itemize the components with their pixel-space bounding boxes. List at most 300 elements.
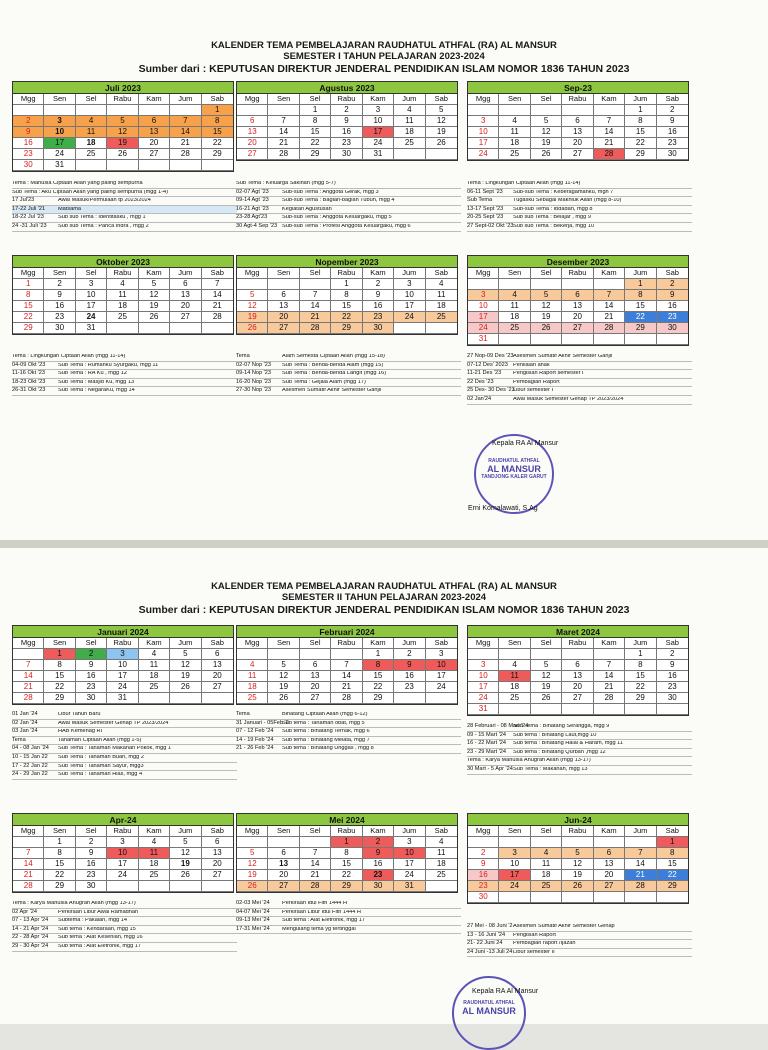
theme-notes xyxy=(12,711,237,780)
empty-cell xyxy=(562,837,593,848)
weekday-header: Kam xyxy=(363,94,394,105)
empty-cell xyxy=(594,334,625,345)
day-cell: 31 xyxy=(76,323,107,334)
weekday-header: Kam xyxy=(594,638,625,649)
month-title: Desember 2023 xyxy=(468,256,688,268)
day-cell: 20 xyxy=(300,682,331,693)
day-cell: 9 xyxy=(76,660,107,671)
day-cell: 15 xyxy=(44,859,75,870)
day-cell: 3 xyxy=(394,279,425,290)
day-cell: 18 xyxy=(531,870,562,881)
day-cell: 21 xyxy=(170,138,201,149)
note-row xyxy=(236,223,461,232)
day-cell: 14 xyxy=(300,301,331,312)
day-cell: 18 xyxy=(76,138,107,149)
weekday-header: Sel xyxy=(76,638,107,649)
day-cell: 27 xyxy=(139,149,170,160)
day-cell: 15 xyxy=(300,127,331,138)
empty-cell xyxy=(107,105,138,116)
day-cell: 22 xyxy=(625,312,656,323)
month-grid xyxy=(468,94,688,160)
weekday-header: Sab xyxy=(202,826,233,837)
day-cell: 7 xyxy=(202,279,233,290)
day-cell: 12 xyxy=(531,301,562,312)
day-cell: 24 xyxy=(44,149,75,160)
day-cell: 23 xyxy=(76,682,107,693)
day-cell: 13 xyxy=(268,859,299,870)
day-cell: 23 xyxy=(657,682,688,693)
empty-cell xyxy=(531,334,562,345)
month-title: Nopember 2023 xyxy=(237,256,457,268)
empty-cell xyxy=(594,704,625,715)
empty-cell xyxy=(237,105,268,116)
page-divider xyxy=(0,540,768,548)
day-cell: 18 xyxy=(139,859,170,870)
weekday-header: Mgg xyxy=(13,94,44,105)
day-cell: 13 xyxy=(202,848,233,859)
day-cell: 11 xyxy=(499,127,530,138)
note-row xyxy=(467,749,692,758)
day-cell: 9 xyxy=(13,127,44,138)
note-text: Pengisian Raport semester I xyxy=(513,371,584,377)
day-cell: 10 xyxy=(44,127,75,138)
day-cell: 24 xyxy=(468,693,499,704)
day-cell: 8 xyxy=(331,848,362,859)
day-cell: 20 xyxy=(202,859,233,870)
note-row xyxy=(236,728,461,737)
day-cell: 11 xyxy=(76,127,107,138)
day-cell: 13 xyxy=(562,301,593,312)
day-cell: 13 xyxy=(268,301,299,312)
day-cell: 17 xyxy=(468,312,499,323)
day-cell: 29 xyxy=(657,881,688,892)
weekday-header: Sel xyxy=(531,94,562,105)
note-text: Sub-sub Tema : Anggota Gerak, mgg 3 xyxy=(282,189,379,195)
empty-cell xyxy=(170,105,201,116)
day-cell: 3 xyxy=(468,290,499,301)
day-cell: 11 xyxy=(237,671,268,682)
day-cell: 24 xyxy=(468,149,499,160)
empty-cell xyxy=(237,837,268,848)
day-cell: 25 xyxy=(499,323,530,334)
note-text: Sub tema : Binatang Qurban ,mgg 12 xyxy=(513,749,606,755)
note-row xyxy=(467,189,692,198)
note-row xyxy=(236,917,461,926)
day-cell: 27 xyxy=(562,693,593,704)
day-cell: 14 xyxy=(331,671,362,682)
theme-notes xyxy=(12,180,237,232)
note-date: 31 Januari - 05Feb '2 xyxy=(236,719,289,726)
note-text: Kegiatan Agustusan xyxy=(282,206,332,212)
day-cell: 6 xyxy=(202,837,233,848)
day-cell: 24 xyxy=(394,870,425,881)
empty-cell xyxy=(499,105,530,116)
day-cell: 17 xyxy=(468,682,499,693)
day-cell: 12 xyxy=(531,671,562,682)
note-row xyxy=(236,926,461,935)
note-row xyxy=(12,189,237,198)
empty-cell xyxy=(170,160,201,171)
day-cell: 12 xyxy=(107,127,138,138)
day-cell: 27 xyxy=(268,881,299,892)
empty-cell xyxy=(13,649,44,660)
note-text: Tema : Manusia Ciptaan Allah yang paling sempurna xyxy=(12,181,143,186)
note-text: Sub Tema : RA Ku , mgg 12 xyxy=(58,371,127,377)
day-cell: 31 xyxy=(363,149,394,160)
signature-role: Kepala RA Al Mansur xyxy=(492,440,559,447)
empty-cell xyxy=(625,837,656,848)
note-row xyxy=(12,771,237,780)
day-cell: 8 xyxy=(331,290,362,301)
day-cell: 29 xyxy=(44,881,75,892)
day-cell: 20 xyxy=(139,138,170,149)
note-row xyxy=(467,723,692,732)
note-row xyxy=(236,206,461,215)
day-cell: 23 xyxy=(331,138,362,149)
weekday-header: Rabu xyxy=(331,268,362,279)
day-cell: 25 xyxy=(76,149,107,160)
weekday-header: Mgg xyxy=(468,638,499,649)
weekday-header: Sen xyxy=(268,268,299,279)
note-date: 10 - 15 Jan 22 xyxy=(12,753,48,760)
day-cell: 21 xyxy=(594,682,625,693)
empty-cell xyxy=(202,160,233,171)
empty-cell xyxy=(594,892,625,903)
empty-cell xyxy=(499,279,530,290)
note-date: 24 Juni -13 Juli 24 xyxy=(467,948,513,955)
day-cell: 22 xyxy=(625,138,656,149)
month-calendar xyxy=(467,255,689,346)
note-row xyxy=(467,740,692,749)
day-cell: 12 xyxy=(268,671,299,682)
day-cell: 28 xyxy=(300,323,331,334)
empty-cell xyxy=(268,105,299,116)
weekday-header: Sab xyxy=(202,94,233,105)
note-row xyxy=(467,732,692,741)
empty-cell xyxy=(426,881,457,892)
note-date: 09-13 Mei '24 xyxy=(236,917,270,924)
note-date: 02 Jan'24 xyxy=(467,395,492,402)
day-cell: 21 xyxy=(300,312,331,323)
day-cell: 14 xyxy=(13,859,44,870)
day-cell: 21 xyxy=(625,870,656,881)
empty-cell xyxy=(300,837,331,848)
empty-cell xyxy=(76,160,107,171)
empty-cell xyxy=(44,105,75,116)
day-cell: 13 xyxy=(300,671,331,682)
note-text: Libur semester II xyxy=(513,949,555,955)
weekday-header: Rabu xyxy=(107,638,138,649)
day-cell: 21 xyxy=(202,301,233,312)
day-cell: 16 xyxy=(363,859,394,870)
day-cell: 17 xyxy=(76,301,107,312)
empty-cell xyxy=(562,704,593,715)
note-row xyxy=(12,223,237,232)
day-cell: 19 xyxy=(237,870,268,881)
note-text: Sub Tema : Benda-benda Langit (mgg 16) xyxy=(282,371,387,377)
day-cell: 4 xyxy=(499,290,530,301)
day-cell: 22 xyxy=(202,138,233,149)
empty-cell xyxy=(139,323,170,334)
day-cell: 29 xyxy=(331,323,362,334)
day-cell: 26 xyxy=(531,693,562,704)
note-row xyxy=(236,370,461,379)
day-cell: 26 xyxy=(237,881,268,892)
weekday-header: Sel xyxy=(300,268,331,279)
day-cell: 19 xyxy=(237,312,268,323)
day-cell: 20 xyxy=(268,312,299,323)
day-cell: 17 xyxy=(107,859,138,870)
weekday-header: Sen xyxy=(44,268,75,279)
day-cell: 13 xyxy=(594,859,625,870)
note-text: Sub tema : Kendaraan, mgg 15 xyxy=(58,926,136,932)
day-cell: 23 xyxy=(363,312,394,323)
day-cell: 27 xyxy=(562,149,593,160)
empty-cell xyxy=(268,837,299,848)
note-text: Awal Masuk Semester Genap TP 2023/2024 xyxy=(58,720,169,726)
note-date: 26-31 Okt '23 xyxy=(12,387,46,394)
note-date: 03 Jan '24 xyxy=(12,728,38,735)
note-date: 02 Jan '24 xyxy=(12,719,38,726)
weekday-header: Rabu xyxy=(107,268,138,279)
month-title: Februari 2024 xyxy=(237,626,457,638)
note-row xyxy=(467,923,692,932)
weekday-header: Jum xyxy=(170,94,201,105)
weekday-header: Sen xyxy=(268,638,299,649)
note-date: Tema xyxy=(236,353,250,359)
day-cell: 30 xyxy=(76,881,107,892)
month-grid xyxy=(13,638,233,704)
note-row xyxy=(467,379,692,388)
day-cell: 3 xyxy=(426,649,457,660)
empty-cell xyxy=(426,693,457,704)
note-date: 18-22 Jul '23 xyxy=(12,214,44,221)
day-cell: 19 xyxy=(170,671,201,682)
day-cell: 22 xyxy=(625,682,656,693)
day-cell: 26 xyxy=(426,138,457,149)
empty-cell xyxy=(499,837,530,848)
empty-cell xyxy=(562,649,593,660)
day-cell: 1 xyxy=(202,105,233,116)
note-row xyxy=(12,206,237,215)
note-row xyxy=(467,949,692,958)
note-row xyxy=(467,223,692,232)
day-cell: 14 xyxy=(594,301,625,312)
note-date: 14 - 21 Apr '24 xyxy=(12,925,49,932)
empty-cell xyxy=(170,693,201,704)
note-row xyxy=(467,396,692,405)
month-title: Januari 2024 xyxy=(13,626,233,638)
note-date: 09-14 Nop '23 xyxy=(236,370,271,377)
day-cell: 1 xyxy=(44,837,75,848)
weekday-header: Sab xyxy=(657,826,688,837)
page-title: KALENDER TEMA PEMBELAJARAN RAUDHATUL ATHFAL (RA) AL MANSUR xyxy=(211,581,557,592)
day-cell: 17 xyxy=(363,127,394,138)
empty-cell xyxy=(562,892,593,903)
note-text: Alam Semesta Ciptaan Allah (mgg 15-18) xyxy=(282,354,385,359)
weekday-header: Jum xyxy=(394,826,425,837)
day-cell: 3 xyxy=(107,649,138,660)
empty-cell xyxy=(531,649,562,660)
theme-notes xyxy=(236,353,461,396)
note-date: 14 - 19 Feb '24 xyxy=(236,736,274,743)
empty-cell xyxy=(594,105,625,116)
note-text: Sub tema : Binatang Unggas , mgg 8 xyxy=(282,746,374,752)
weekday-header: Sel xyxy=(531,826,562,837)
day-cell: 19 xyxy=(107,138,138,149)
day-cell: 12 xyxy=(562,859,593,870)
day-cell: 5 xyxy=(107,116,138,127)
day-cell: 25 xyxy=(499,149,530,160)
empty-cell xyxy=(237,279,268,290)
note-date: 24 -31 Juli '23 xyxy=(12,222,47,229)
day-cell: 29 xyxy=(625,149,656,160)
day-cell: 26 xyxy=(170,870,201,881)
day-cell: 12 xyxy=(139,290,170,301)
day-cell: 8 xyxy=(13,290,44,301)
note-row xyxy=(236,720,461,729)
day-cell: 26 xyxy=(170,682,201,693)
month-calendar xyxy=(236,81,458,161)
weekday-header: Kam xyxy=(139,826,170,837)
note-date: 07-12 Des' 2023 xyxy=(467,361,508,368)
day-cell: 15 xyxy=(202,127,233,138)
day-cell: 14 xyxy=(300,859,331,870)
weekday-header: Sen xyxy=(499,826,530,837)
weekday-header: Jum xyxy=(394,638,425,649)
source-line: Sumber dari : KEPUTUSAN DIREKTUR JENDERAL PENDIDIKAN ISLAM NOMOR 1836 TAHUN 2023 xyxy=(138,604,630,616)
empty-cell xyxy=(107,160,138,171)
day-cell: 8 xyxy=(300,116,331,127)
day-cell: 19 xyxy=(139,301,170,312)
note-text: Tema : Lingkungan Ciptaan Allah (mgg 11-14) xyxy=(467,181,581,186)
day-cell: 7 xyxy=(13,660,44,671)
note-text: Tanaman Ciptaan Allah (mgg 1-5) xyxy=(58,737,142,743)
day-cell: 16 xyxy=(331,127,362,138)
day-cell: 6 xyxy=(268,290,299,301)
weekday-header: Sab xyxy=(657,94,688,105)
weekday-header: Rabu xyxy=(331,638,362,649)
day-cell: 11 xyxy=(531,859,562,870)
day-cell: 11 xyxy=(499,301,530,312)
day-cell: 5 xyxy=(170,649,201,660)
empty-cell xyxy=(139,881,170,892)
day-cell: 28 xyxy=(300,881,331,892)
note-date: Tema xyxy=(12,736,26,743)
day-cell: 5 xyxy=(237,290,268,301)
note-row xyxy=(467,353,692,362)
day-cell: 30 xyxy=(657,149,688,160)
day-cell: 14 xyxy=(594,127,625,138)
note-row xyxy=(12,763,237,772)
day-cell: 14 xyxy=(625,859,656,870)
empty-cell xyxy=(139,105,170,116)
weekday-header: Rabu xyxy=(562,638,593,649)
weekday-header: Sen xyxy=(499,268,530,279)
stamp-text: RAUDHATUL ATHFAL xyxy=(463,1000,515,1006)
day-cell: 30 xyxy=(468,892,499,903)
weekday-header: Sab xyxy=(426,638,457,649)
month-title: Jun-24 xyxy=(468,814,688,826)
weekday-header: Jum xyxy=(625,94,656,105)
note-row xyxy=(467,932,692,941)
note-text: Asesmen Sumatif Akhir Semester Ganjil xyxy=(513,354,613,359)
note-text: Sub Tema : Tanaman Buah, mgg 2 xyxy=(58,754,144,760)
day-cell: 11 xyxy=(107,290,138,301)
note-row xyxy=(236,362,461,371)
empty-cell xyxy=(394,149,425,160)
weekday-header: Mgg xyxy=(13,638,44,649)
weekday-header: Sel xyxy=(76,268,107,279)
day-cell: 6 xyxy=(300,660,331,671)
day-cell: 28 xyxy=(625,881,656,892)
day-cell: 23 xyxy=(363,870,394,881)
day-cell: 15 xyxy=(625,301,656,312)
theme-notes xyxy=(12,353,237,396)
empty-cell xyxy=(394,693,425,704)
day-cell: 20 xyxy=(562,682,593,693)
day-cell: 27 xyxy=(562,323,593,334)
day-cell: 10 xyxy=(76,290,107,301)
note-text: Sub Tema : Tanaman Hias, mgg 4 xyxy=(58,772,143,778)
day-cell: 19 xyxy=(562,870,593,881)
note-text: Sub Tema : Keluarga Sakinah (mgg 5-7) xyxy=(236,181,336,186)
day-cell: 6 xyxy=(594,848,625,859)
day-cell: 4 xyxy=(139,837,170,848)
note-date: 07 - 12 Feb '24 xyxy=(236,728,274,735)
note-date: 09-14 Agt '23 xyxy=(236,197,269,204)
month-grid xyxy=(237,638,457,704)
day-cell: 10 xyxy=(468,301,499,312)
note-row xyxy=(236,214,461,223)
day-cell: 15 xyxy=(331,859,362,870)
day-cell: 9 xyxy=(44,290,75,301)
day-cell: 10 xyxy=(394,290,425,301)
day-cell: 4 xyxy=(499,660,530,671)
day-cell: 18 xyxy=(237,682,268,693)
day-cell: 3 xyxy=(394,837,425,848)
day-cell: 16 xyxy=(468,870,499,881)
note-text: Sub sub Tema : Bekerja, mgg 10 xyxy=(513,223,595,229)
day-cell: 14 xyxy=(268,127,299,138)
empty-cell xyxy=(499,704,530,715)
day-cell: 16 xyxy=(13,138,44,149)
empty-cell xyxy=(562,334,593,345)
day-cell: 29 xyxy=(44,693,75,704)
note-text: Sub Tema : Tanaman Sayur, mgg3 xyxy=(58,763,144,769)
note-text: Asesmen Sumatif Akhir Semester Genap xyxy=(513,924,615,929)
note-text: Mengulang tema yg tertinggal xyxy=(282,926,356,932)
theme-notes xyxy=(236,711,461,754)
empty-cell xyxy=(594,837,625,848)
month-calendar xyxy=(467,81,689,161)
note-date: 02-03 Mei '24 xyxy=(236,900,270,906)
weekday-header: Mgg xyxy=(13,826,44,837)
weekday-header: Jum xyxy=(170,638,201,649)
empty-cell xyxy=(300,649,331,660)
weekday-header: Sen xyxy=(44,94,75,105)
day-cell: 5 xyxy=(139,279,170,290)
empty-cell xyxy=(170,881,201,892)
day-cell: 8 xyxy=(625,116,656,127)
day-cell: 18 xyxy=(499,138,530,149)
day-cell: 4 xyxy=(107,279,138,290)
note-text: Tema : Lingkungan Ciptaan Allah (mgg 11-14) xyxy=(12,354,126,359)
note-date: Tema xyxy=(236,711,250,717)
note-text: Matsama xyxy=(58,206,82,212)
day-cell: 2 xyxy=(657,279,688,290)
weekday-header: Kam xyxy=(594,94,625,105)
